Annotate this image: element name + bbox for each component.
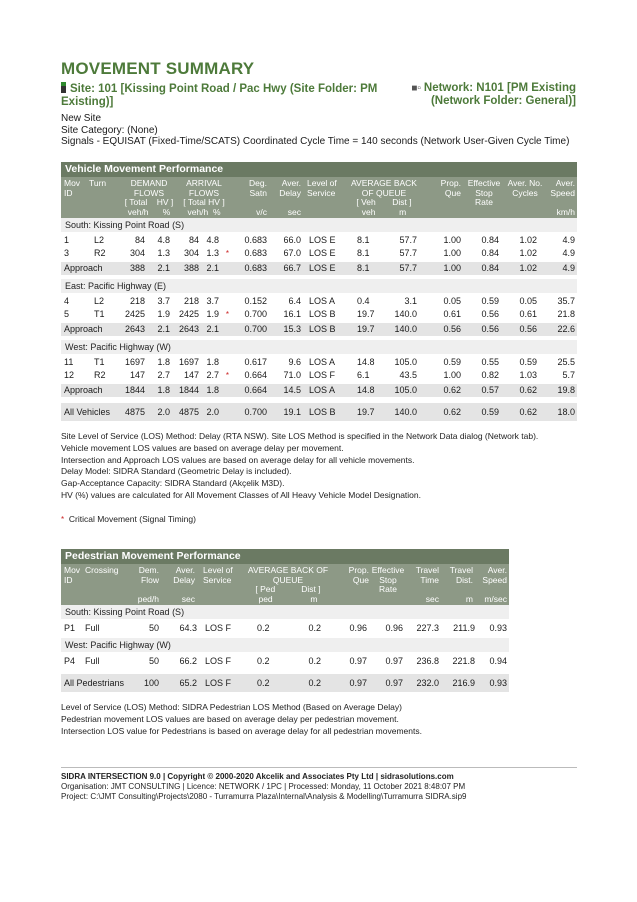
cell-speed: 0.94 [489,656,507,666]
cell-time: 236.8 [416,656,439,666]
cell-veh: 19.7 [357,324,375,334]
cell-a_hv: 1.8 [206,357,219,367]
cell-speed: 0.93 [489,623,507,633]
cell-stop: 0.57 [481,385,499,395]
cell-dist: 140.0 [394,309,417,319]
cell-d_hv: 3.7 [157,296,170,306]
cell-id: P1 [64,623,76,633]
column-header-que: Prop. Que [440,178,461,198]
note-line: Delay Model: SIDRA Standard (Geometric Delay is included). [61,466,292,477]
cell-a_hv: 2.7 [206,370,219,380]
cell-flow: 50 [148,623,159,633]
cell-satn: 0.700 [244,309,267,319]
cell-d_hv: 1.9 [157,309,170,319]
cell-cycles: 0.62 [519,407,537,417]
footer-line-2: Organisation: JMT CONSULTING | Licence: NETWORK / 1PC | Processed: Monday, 11 October 2021 8:48:07 PM [61,782,466,791]
column-header-arrival: ARRIVAL FLOWS [ Total HV ] veh/h % [183,178,225,217]
cell-satn: 0.664 [244,385,267,395]
cell-d_total: 147 [129,370,145,380]
cell-stop: 0.59 [481,296,499,306]
cell-d_total: 218 [129,296,145,306]
cell-que: 0.97 [349,678,367,688]
cell-d_total: 2425 [124,309,145,319]
column-header-satn: Deg. Satn v/c [249,178,267,217]
cell-los: LOS F [309,370,336,380]
column-header-dist: Travel Dist. m [449,565,473,604]
cell-a_total: 84 [188,235,199,245]
section-title: South: Kissing Point Road (S) [61,218,577,232]
cell-speed: 21.8 [557,309,575,319]
cell-satn: 0.700 [244,407,267,417]
vehicle-table-header: Vehicle Movement Performance [61,162,577,177]
cell-dist: 3.1 [404,296,417,306]
cell-dist: 140.0 [394,324,417,334]
cell-turn: T1 [94,309,105,319]
cell-turn: L2 [94,235,105,245]
site-info [61,113,569,148]
cell-d_total: 304 [129,248,145,258]
column-header-que: Prop. Que [348,565,369,585]
pedestrian-table-header: Pedestrian Movement Performance [61,549,509,564]
cell-d_hv: 4.8 [157,235,170,245]
cell-a_hv: 2.1 [206,324,219,334]
cell-a_total: 4875 [178,407,199,417]
critical-star-icon: * [225,371,229,380]
table-row [61,234,577,247]
cell-veh: 8.1 [357,235,370,245]
cell-a_total: 147 [183,370,199,380]
cell-veh: 8.1 [357,248,370,258]
cell-d_hv: 2.1 [157,263,170,273]
cell-speed: 4.9 [562,235,575,245]
column-header-queue: AVERAGE BACK OF QUEUE [ Ped Dist ] ped m [247,565,329,604]
cell-satn: 0.152 [244,296,267,306]
cell-veh: 0.4 [357,296,370,306]
column-header-delay: Aver. Delay sec [173,565,195,604]
cell-d_total: 1844 [124,385,145,395]
cell-a_total: 388 [183,263,199,273]
cell-flow: 50 [148,656,159,666]
cell-a_hv: 4.8 [206,235,219,245]
column-header-speed: Aver. Speed m/sec [482,565,507,604]
cell-satn: 0.664 [244,370,267,380]
column-header-turn: Turn [89,178,107,188]
note-line: Vehicle movement LOS values are based on average delay per movement. [61,442,344,453]
cell-stop: 0.82 [481,370,499,380]
column-header-mov_id: Mov ID [64,565,81,585]
cell-id: P4 [64,656,76,666]
cell-stop: 0.96 [385,623,403,633]
cell-flow: 100 [143,678,159,688]
cell-satn: 0.700 [244,324,267,334]
cell-d_hv: 1.8 [157,357,170,367]
cell-a_total: 304 [183,248,199,258]
cell-cycles: 0.56 [519,324,537,334]
cell-speed: 5.7 [562,370,575,380]
cell-stop: 0.84 [481,263,499,273]
cell-que: 0.62 [443,407,461,417]
cell-cycles: 0.61 [519,309,537,319]
cell-a_total: 2425 [178,309,199,319]
section-title: South: Kissing Point Road (S) [61,605,509,619]
cell-los: LOS F [205,656,232,666]
cell-delay: 15.3 [283,324,301,334]
cell-id: All Vehicles [64,407,111,417]
cell-stop: 0.97 [385,678,403,688]
critical-legend-text: Critical Movement (Signal Timing) [68,514,196,524]
column-header-crossing: Crossing [85,565,119,575]
cell-d_hv: 2.0 [157,407,170,417]
vehicle-notes [61,431,538,502]
column-header-cycles: Aver. No. Cycles [507,178,543,198]
note-line: Site Level of Service (LOS) Method: Delay (RTA NSW). Site LOS Method is specified in the Network Data dialog (Network tab). [61,431,539,441]
cell-cycles: 1.02 [519,248,537,258]
note-line: Level of Service (LOS) Method: SIDRA Pedestrian LOS Method (Based on Average Delay) [61,702,402,712]
cell-d_total: 2643 [124,324,145,334]
info-line: New Site [61,113,102,124]
cell-delay: 6.4 [288,296,301,306]
table-row [61,654,509,669]
cell-los: LOS B [309,407,336,417]
cell-delay: 66.7 [283,263,301,273]
critical-legend [61,514,196,526]
cell-a_total: 218 [183,296,199,306]
cell-stop: 0.97 [385,656,403,666]
cell-que: 0.96 [349,623,367,633]
cell-turn: T1 [94,357,105,367]
table-row [61,295,577,308]
cell-stop: 0.84 [481,248,499,258]
cell-que: 0.05 [443,296,461,306]
cell-a_total: 1844 [178,385,199,395]
cell-d_hv: 2.1 [157,324,170,334]
note-line: HV (%) values are calculated for All Movement Classes of All Heavy Vehicle Model Designation. [61,489,422,500]
footer-line-1: SIDRA INTERSECTION 9.0 | Copyright © 2000-2020 Akcelik and Associates Pty Ltd | sidrasolutions.com [61,772,454,781]
cell-los: LOS F [205,678,232,688]
cell-delay: 19.1 [283,407,301,417]
cell-los: LOS A [309,357,336,367]
cell-d_total: 388 [129,263,145,273]
cell-delay: 66.2 [179,656,197,666]
cell-dist: 57.7 [399,235,417,245]
pedestrian-column-headers [61,564,509,605]
footer [61,772,466,802]
cell-id: 5 [64,309,70,319]
cell-id: 1 [64,235,70,245]
network-label: Network: N101 [PM Existing (Network Folder: General)] [423,82,576,107]
cell-turn: L2 [94,296,105,306]
cell-que: 0.56 [443,324,461,334]
cell-id: Approach [64,263,103,273]
cell-delay: 65.2 [179,678,197,688]
footer-line-3: Project: C:\JMT Consulting\Projects\2080 - Turramurra Plaza\Internal\Analysis & Modelling\Turramurra SIDRA.sip9 [61,792,467,801]
cell-veh: 19.7 [357,309,375,319]
column-header-los: Level of Service [203,565,233,585]
cell-dist: 0.2 [308,656,321,666]
column-header-speed: Aver. Speed km/h [550,178,575,217]
cell-d_hv: 2.7 [157,370,170,380]
column-header-time: Travel Time sec [415,565,439,604]
cell-cycles: 0.05 [519,296,537,306]
cell-dist: 57.7 [399,263,417,273]
critical-star-icon: * [225,310,229,319]
cell-speed: 4.9 [562,248,575,258]
critical-star-icon: * [61,515,65,524]
cell-delay: 66.0 [283,235,301,245]
cell-d_total: 84 [134,235,145,245]
page-title: MOVEMENT SUMMARY [61,59,255,78]
column-header-los: Level of Service [307,178,337,198]
column-header-demand: DEMAND FLOWS [ Total HV ] veh/h % [124,178,174,217]
cell-speed: 19.8 [557,385,575,395]
cell-delay: 67.0 [283,248,301,258]
cell-delay: 71.0 [283,370,301,380]
cell-ped: 0.2 [257,678,270,688]
pedestrian-notes [61,702,422,737]
vehicle-column-headers [61,177,577,218]
cell-dist: 57.7 [399,248,417,258]
summary-row [61,262,577,275]
cell-a_hv: 2.1 [206,263,219,273]
cell-tdist: 216.9 [452,678,475,688]
cell-crossing: Full [85,656,100,666]
cell-id: Approach [64,385,103,395]
cell-delay: 64.3 [179,623,197,633]
cell-los: LOS A [309,296,336,306]
cell-cycles: 0.62 [519,385,537,395]
note-line: Intersection and Approach LOS values are based on average delay for all vehicle movements. [61,454,415,465]
cell-speed: 0.93 [489,678,507,688]
cell-los: LOS B [309,309,336,319]
cell-que: 0.62 [443,385,461,395]
cell-speed: 35.7 [557,296,575,306]
note-line: Pedestrian movement LOS values are based on average delay per pedestrian movement. [61,713,399,724]
cell-speed: 18.0 [557,407,575,417]
cell-d_total: 1697 [124,357,145,367]
cell-id: 12 [64,370,75,380]
cell-speed: 4.9 [562,263,575,273]
cell-cycles: 1.02 [519,263,537,273]
cell-a_hv: 1.3 [206,248,219,258]
cell-que: 1.00 [443,263,461,273]
cell-stop: 0.59 [481,407,499,417]
cell-a_total: 2643 [178,324,199,334]
cell-ped: 0.2 [257,623,270,633]
info-line: Signals - EQUISAT (Fixed-Time/SCATS) Coordinated Cycle Time = 140 seconds (Network User-Given Cycle Time) [61,136,570,147]
cell-delay: 9.6 [288,357,301,367]
cell-dist: 43.5 [399,370,417,380]
cell-a_hv: 2.0 [206,407,219,417]
summary-row [61,403,577,421]
cell-los: LOS E [309,263,336,273]
cell-veh: 19.7 [357,407,375,417]
network-icon: ■▫ [411,83,421,94]
site-icon [61,82,66,93]
table-row [61,621,509,636]
cell-satn: 0.683 [244,263,267,273]
column-header-mov_id: Mov ID [64,178,81,198]
table-row [61,247,577,260]
cell-que: 1.00 [443,248,461,258]
cell-stop: 0.56 [481,324,499,334]
cell-veh: 6.1 [357,370,370,380]
summary-row [61,323,577,336]
cell-speed: 25.5 [557,357,575,367]
cell-id: 11 [64,357,74,367]
table-row [61,356,577,369]
cell-los: LOS F [205,623,232,633]
cell-los: LOS A [309,385,336,395]
cell-tdist: 221.8 [452,656,475,666]
site-heading [61,82,391,109]
cell-los: LOS B [309,324,336,334]
column-header-stop: Effective Stop Rate [467,178,501,207]
network-heading [400,82,576,108]
cell-los: LOS E [309,248,336,258]
cell-que: 1.00 [443,370,461,380]
cell-que: 0.61 [443,309,461,319]
cell-time: 227.3 [416,623,439,633]
cell-id: Approach [64,324,103,334]
cell-id: 3 [64,248,70,258]
cell-turn: R2 [94,370,106,380]
cell-dist: 140.0 [394,407,417,417]
cell-stop: 0.56 [481,309,499,319]
cell-crossing: Full [85,623,100,633]
cell-tdist: 211.9 [453,623,475,633]
cell-delay: 14.5 [283,385,301,395]
cell-veh: 14.8 [357,385,375,395]
column-header-flow: Dem. Flow ped/h [137,565,159,604]
cell-stop: 0.55 [481,357,499,367]
cell-dist: 105.0 [394,385,417,395]
column-header-queue: AVERAGE BACK OF QUEUE [ Veh Dist ] veh m [351,178,417,217]
cell-cycles: 1.02 [519,235,537,245]
section-title: East: Pacific Highway (E) [61,279,577,293]
cell-d_total: 4875 [124,407,145,417]
cell-satn: 0.683 [244,248,267,258]
cell-que: 1.00 [443,235,461,245]
cell-satn: 0.683 [244,235,267,245]
summary-row [61,674,509,692]
cell-veh: 8.1 [357,263,370,273]
cell-time: 232.0 [416,678,439,688]
cell-dist: 0.2 [308,678,321,688]
cell-d_hv: 1.3 [157,248,170,258]
cell-turn: R2 [94,248,106,258]
cell-veh: 14.8 [357,357,375,367]
column-header-stop: Effective Stop Rate [371,565,405,594]
cell-cycles: 0.59 [519,357,537,367]
footer-divider [61,767,577,768]
cell-a_hv: 1.9 [206,309,219,319]
cell-speed: 22.6 [557,324,575,334]
critical-star-icon: * [225,249,229,258]
table-row [61,308,577,321]
cell-delay: 16.1 [283,309,301,319]
cell-que: 0.59 [443,357,461,367]
cell-a_hv: 1.8 [206,385,219,395]
note-line: Gap-Acceptance Capacity: SIDRA Standard (Akçelik M3D). [61,478,285,489]
section-title: West: Pacific Highway (W) [61,638,509,652]
cell-dist: 0.2 [308,623,321,633]
info-line: Site Category: (None) [61,124,158,136]
cell-ped: 0.2 [257,656,270,666]
cell-a_total: 1697 [178,357,199,367]
cell-stop: 0.84 [481,235,499,245]
cell-los: LOS E [309,235,336,245]
site-label: Site: 101 [Kissing Point Road / Pac Hwy (Site Folder: PM Existing)] [61,83,378,108]
cell-id: 4 [64,296,70,306]
cell-satn: 0.617 [244,357,267,367]
cell-que: 0.97 [349,656,367,666]
column-header-delay: Aver. Delay sec [279,178,301,217]
cell-dist: 105.0 [394,357,417,367]
section-title: West: Pacific Highway (W) [61,340,577,354]
cell-id: All Pedestrians [64,678,125,688]
table-row [61,369,577,382]
summary-row [61,384,577,397]
cell-cycles: 1.03 [519,370,537,380]
cell-a_hv: 3.7 [206,296,219,306]
note-line: Intersection LOS value for Pedestrians is based on average delay for all pedestrian movements. [61,725,422,736]
cell-d_hv: 1.8 [157,385,170,395]
